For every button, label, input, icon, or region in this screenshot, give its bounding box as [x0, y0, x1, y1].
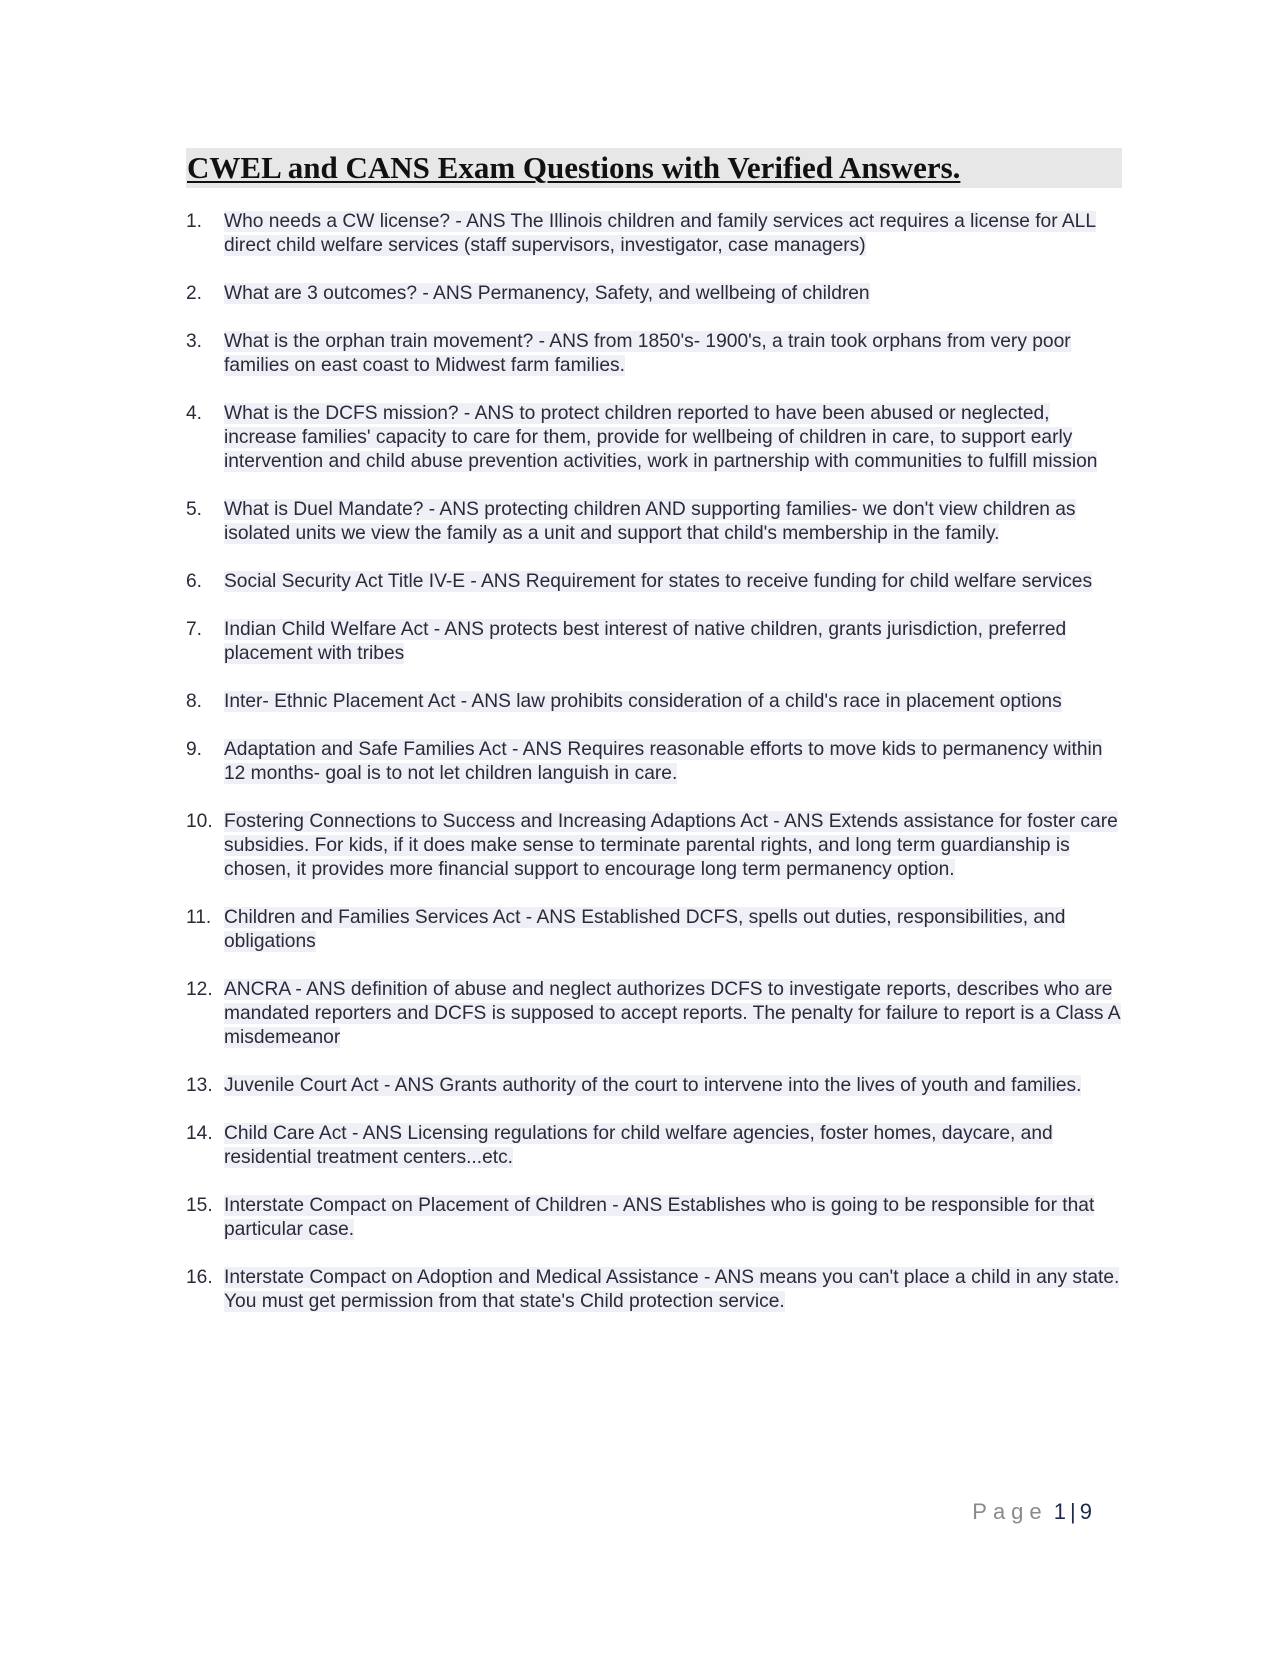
item-number: 7.	[186, 619, 203, 640]
item-number: 8.	[186, 691, 203, 712]
list-item	[186, 1194, 1126, 1242]
document-title: CWEL and CANS Exam Questions with Verified Answers.	[186, 148, 1122, 188]
list-item	[186, 498, 1126, 546]
list-item	[186, 1122, 1126, 1170]
list-item	[186, 978, 1126, 1050]
item-number: 1.	[186, 211, 203, 232]
page-number: 1	[1053, 1499, 1067, 1524]
list-item	[186, 618, 1126, 666]
item-text: Who needs a CW license? - ANS The Illinois children and family services act requires a license for ALL direct child welfare services (staff supervisors, investigator, case managers)	[224, 211, 1097, 256]
item-text: Fostering Connections to Success and Increasing Adaptions Act - ANS Extends assistance for foster care subsidies. For kids, if it does make sense to terminate parental rights, and long term guardianship is chosen, it provides more financial support to encourage long term permanency option.	[224, 811, 1118, 880]
item-text: ANCRA - ANS definition of abuse and neglect authorizes DCFS to investigate reports, describes who are mandated reporters and DCFS is supposed to accept reports. The penalty for failure to report is a Class A misdemeanor	[224, 979, 1121, 1048]
page-label: Page	[972, 1499, 1048, 1524]
item-text: What is the DCFS mission? - ANS to protect children reported to have been abused or neglected, increase families' capacity to care for them, provide for wellbeing of children in care, to support early intervention and child abuse prevention activities, work in partnership with communities to fulfill mission	[224, 403, 1098, 472]
item-text: Children and Families Services Act - ANS Established DCFS, spells out duties, responsibilities, and obligations	[224, 907, 1066, 952]
page-footer	[972, 1498, 1092, 1526]
list-item	[186, 810, 1126, 882]
item-text: What is the orphan train movement? - ANS from 1850's- 1900's, a train took orphans from very poor families on east coast to Midwest farm families.	[224, 331, 1071, 376]
item-number: 13.	[186, 1075, 213, 1096]
item-number: 14.	[186, 1123, 213, 1144]
item-number: 3.	[186, 331, 203, 352]
list-item	[186, 402, 1126, 474]
item-text: Adaptation and Safe Families Act - ANS Requires reasonable efforts to move kids to permanency within 12 months- goal is to not let children languish in care.	[224, 739, 1103, 784]
list-item	[186, 1266, 1126, 1314]
item-text: Inter- Ethnic Placement Act - ANS law prohibits consideration of a child's race in placement options	[224, 691, 1062, 712]
list-item	[186, 690, 1126, 714]
item-text: Interstate Compact on Adoption and Medical Assistance - ANS means you can't place a child in any state. You must get permission from that state's Child protection service.	[224, 1267, 1120, 1312]
item-number: 6.	[186, 571, 203, 592]
item-number: 4.	[186, 403, 203, 424]
item-text: What are 3 outcomes? - ANS Permanency, Safety, and wellbeing of children	[224, 283, 870, 304]
page-separator: |	[1070, 1499, 1076, 1524]
list-item	[186, 330, 1126, 378]
list-item	[186, 570, 1126, 594]
item-number: 2.	[186, 283, 203, 304]
item-text: Child Care Act - ANS Licensing regulations for child welfare agencies, foster homes, daycare, and residential treatment centers...etc.	[224, 1123, 1053, 1168]
item-text: Social Security Act Title IV-E - ANS Requirement for states to receive funding for child welfare services	[224, 571, 1093, 592]
question-answer-list	[186, 210, 1126, 1338]
item-number: 5.	[186, 499, 203, 520]
item-text: Juvenile Court Act - ANS Grants authority of the court to intervene into the lives of youth and families.	[224, 1075, 1082, 1096]
list-item	[186, 282, 1126, 306]
item-number: 16.	[186, 1267, 213, 1288]
item-number: 12.	[186, 979, 213, 1000]
total-pages: 9	[1079, 1499, 1092, 1524]
list-item	[186, 738, 1126, 786]
item-number: 10.	[186, 811, 213, 832]
item-text: What is Duel Mandate? - ANS protecting children AND supporting families- we don't view children as isolated units we view the family as a unit and support that child's membership in the family.	[224, 499, 1076, 544]
item-text: Interstate Compact on Placement of Children - ANS Establishes who is going to be responsible for that particular case.	[224, 1195, 1095, 1240]
list-item	[186, 210, 1126, 258]
item-text: Indian Child Welfare Act - ANS protects best interest of native children, grants jurisdiction, preferred placement with tribes	[224, 619, 1067, 664]
item-number: 11.	[186, 907, 212, 928]
item-number: 9.	[186, 739, 203, 760]
item-number: 15.	[186, 1195, 213, 1216]
list-item	[186, 906, 1126, 954]
list-item	[186, 1074, 1126, 1098]
